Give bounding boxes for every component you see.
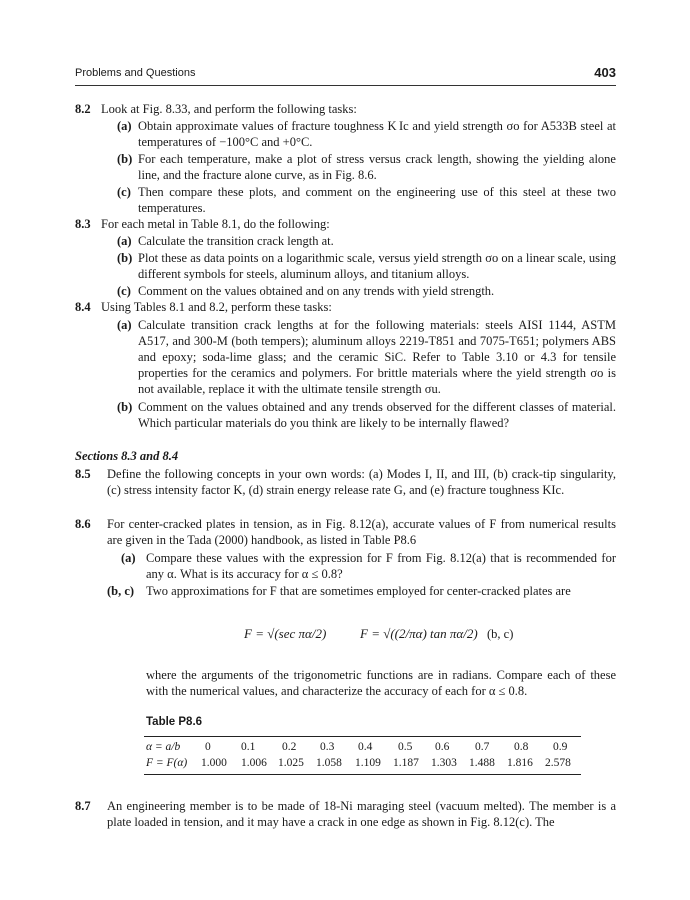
- alpha-cell: 0: [205, 741, 211, 753]
- problem-8-4-b-text: Comment on the values obtained and any trends observed for the different classes of material. Which particular materials do you think are likely to be internally flawed?: [138, 400, 616, 430]
- alpha-cell: 0.7: [475, 741, 490, 753]
- problem-8-2-c-text: Then compare these plots, and comment on the engineering use of this steel at these two temperatures.: [138, 185, 616, 215]
- alpha-cell: 0.9: [553, 741, 568, 753]
- row-f-label: F = F(α): [146, 757, 188, 769]
- alpha-cell: 0.2: [282, 741, 297, 753]
- problem-8-2-number: 8.2: [75, 102, 91, 116]
- equation-tan: F = √((2/πα) tan πα/2): [360, 626, 478, 641]
- equation-tag: (b, c): [487, 627, 514, 641]
- problem-8-3-c-label: (c): [117, 284, 131, 298]
- problem-8-4-a-label: (a): [117, 318, 132, 332]
- problem-8-2-a-label: (a): [117, 119, 132, 133]
- problem-8-3-intro: For each metal in Table 8.1, do the following:: [101, 217, 330, 231]
- problem-8-6-intro: For center-cracked plates in tension, as in Fig. 8.12(a), accurate values of F from numerical results are given in the Tada (2000) handbook, as listed in Table P8.6: [107, 517, 616, 547]
- problem-8-4-number: 8.4: [75, 300, 91, 314]
- f-value-cell: 1.303: [431, 757, 457, 769]
- table-title: Table P8.6: [146, 716, 203, 728]
- problem-8-2-c-label: (c): [117, 185, 131, 199]
- f-value-cell: 1.816: [507, 757, 533, 769]
- running-header-section: Problems and Questions: [75, 67, 196, 79]
- f-value-cell: 1.025: [278, 757, 304, 769]
- problem-8-7-text: An engineering member is to be made of 18-Ni maraging steel (vacuum melted). The member is a plate loaded in tension, and it may have a crack in one edge as shown in Fig. 8.12(c). The: [107, 799, 616, 829]
- table-row-f: [144, 757, 581, 771]
- f-value-cell: 1.006: [241, 757, 267, 769]
- f-value-cell: 1.488: [469, 757, 495, 769]
- alpha-cell: 0.1: [241, 741, 256, 753]
- section-heading: Sections 8.3 and 8.4: [75, 449, 179, 463]
- problem-8-3-b-text: Plot these as data points on a logarithmic scale, versus yield strength σo on a linear scale, using different symbols for steels, aluminum alloys, and titanium alloys.: [138, 251, 616, 281]
- problem-8-3-a-label: (a): [117, 234, 132, 248]
- problem-8-6-bc-label: (b, c): [107, 584, 135, 598]
- problem-8-2-b-label: (b): [117, 152, 133, 166]
- alpha-cell: 0.6: [435, 741, 450, 753]
- problem-8-4-intro: Using Tables 8.1 and 8.2, perform these tasks:: [101, 300, 332, 314]
- f-value-cell: 1.109: [355, 757, 381, 769]
- problem-8-2-intro: Look at Fig. 8.33, and perform the following tasks:: [101, 102, 357, 116]
- f-value-cell: 1.187: [393, 757, 419, 769]
- problem-8-7-number: 8.7: [75, 799, 91, 813]
- problem-8-4-a-text: Calculate transition crack lengths at for the following materials: steels AISI 1144, ASTM A517, and 300-M (both tempers); aluminum alloys 2219-T851 and 7075-T651; polymers ABS and epoxy; soda-lime glass; and the ceramic SiC. Refer to Table 3.10 or 4.3 for tensile properties for the ceramics and polymers. For brittle materials where the yield strength σo is not available, replace it with the ultimate tensile strength σu.: [138, 318, 616, 396]
- problem-8-6-a-label: (a): [121, 551, 136, 565]
- alpha-cell: 0.5: [398, 741, 413, 753]
- problem-8-6-a-text: Compare these values with the expression for F from Fig. 8.12(a) that is recommended for any α. What is its accuracy for α ≤ 0.8?: [146, 551, 616, 581]
- table-bottom-rule: [144, 774, 581, 775]
- page-number: 403: [594, 65, 616, 80]
- problem-8-3-number: 8.3: [75, 217, 91, 231]
- problem-8-2-a-text: Obtain approximate values of fracture toughness K Ic and yield strength σo for A533B steel at temperatures of −100°C and +0°C.: [138, 119, 616, 149]
- problem-8-3-c-text: Comment on the values obtained and on any trends with yield strength.: [138, 284, 495, 298]
- problem-8-2-b-text: For each temperature, make a plot of stress versus crack length, showing the yielding alone line, and the fracture alone curve, as in Fig. 8.6.: [138, 152, 616, 182]
- alpha-cell: 0.8: [514, 741, 529, 753]
- header-rule: [75, 85, 616, 86]
- f-value-cell: 1.000: [201, 757, 227, 769]
- problem-8-5-text: Define the following concepts in your own words: (a) Modes I, II, and III, (b) crack-tip singularity, (c) stress intensity factor K, (d) strain energy release rate G, and (e) fracture toughness KIc.: [107, 467, 616, 497]
- row-alpha-label: α = a/b: [146, 741, 181, 753]
- table-top-rule: [144, 736, 581, 737]
- alpha-cell: 0.4: [358, 741, 373, 753]
- problem-8-5-number: 8.5: [75, 467, 91, 481]
- problem-8-6-bc-text: Two approximations for F that are sometimes employed for center-cracked plates are: [146, 584, 571, 598]
- f-value-cell: 1.058: [316, 757, 342, 769]
- problem-8-3-b-label: (b): [117, 251, 133, 265]
- alpha-cell: 0.3: [320, 741, 335, 753]
- problem-8-6-after-text: where the arguments of the trigonometric functions are in radians. Compare each of these with the numerical values, and characterize the accuracy of each for α ≤ 0.8.: [146, 668, 616, 698]
- table-row-alpha: [144, 741, 581, 755]
- problem-8-3-a-text: Calculate the transition crack length at.: [138, 234, 334, 248]
- equation-sec: F = √(sec πα/2): [244, 626, 327, 641]
- problem-8-6-number: 8.6: [75, 517, 91, 531]
- f-value-cell: 2.578: [545, 757, 571, 769]
- problem-8-4-b-label: (b): [117, 400, 133, 414]
